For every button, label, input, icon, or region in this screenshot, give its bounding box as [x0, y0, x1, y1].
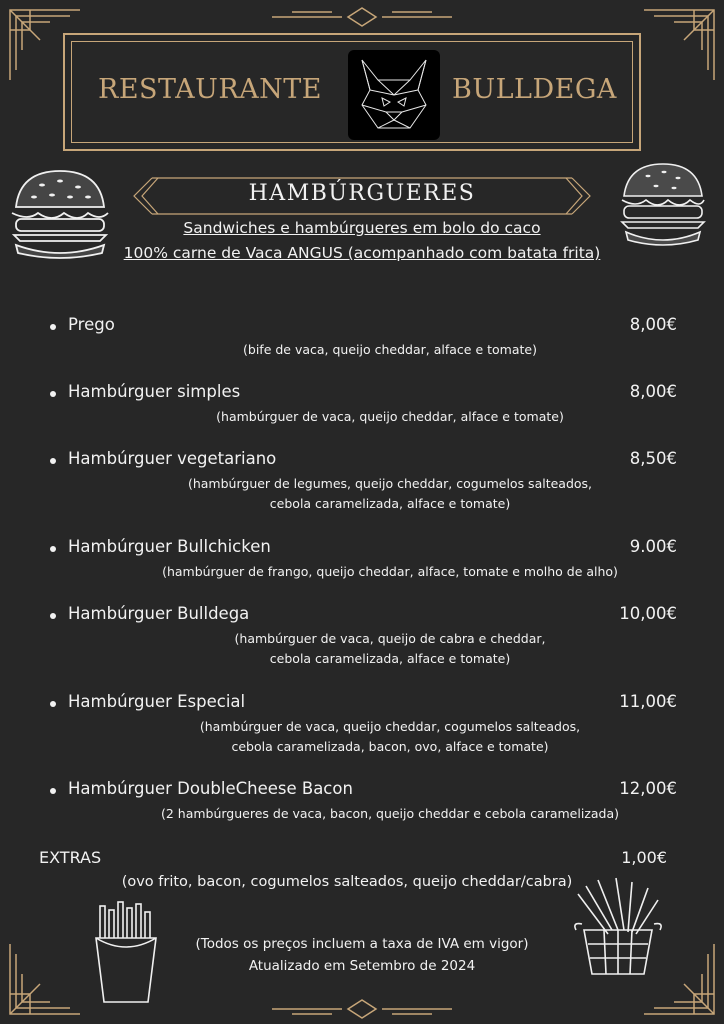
- menu-item-name: Hambúrguer Especial: [68, 692, 246, 711]
- fries-basket-illustration-right-icon: [568, 874, 668, 982]
- menu-item-description: (hambúrguer de legumes, queijo cheddar, cogumelos salteados,: [187, 476, 593, 491]
- menu-item-price: 9.00€: [629, 537, 677, 556]
- menu-item-price: 8,00€: [629, 382, 677, 401]
- extras-price: 1,00€: [621, 848, 667, 867]
- menu-item-name: Hambúrguer Bulldega: [68, 604, 250, 623]
- top-center-ornament-icon: [272, 6, 452, 28]
- menu-item-name: Hambúrguer vegetariano: [68, 449, 277, 468]
- menu-item-description: (hambúrguer de vaca, queijo cheddar, alface e tomate): [216, 409, 564, 424]
- bullet-icon: [50, 701, 56, 707]
- burger-illustration-right-icon: [618, 160, 708, 250]
- extras-description: (ovo frito, bacon, cogumelos salteados, queijo cheddar/cabra): [121, 874, 573, 890]
- menu-item-description: (hambúrguer de frango, queijo cheddar, alface, tomate e molho de alho): [162, 564, 618, 579]
- menu-item-name: Hambúrguer DoubleCheese Bacon: [68, 779, 353, 798]
- burger-illustration-left-icon: [8, 165, 112, 263]
- brand-name-left: RESTAURANTE: [98, 74, 322, 105]
- bulldog-logo-icon: [348, 50, 440, 140]
- extras-label: EXTRAS: [39, 848, 102, 867]
- section-subtitle-1: Sandwiches e hambúrgueres em bolo do caco: [183, 219, 541, 237]
- bullet-icon: [50, 546, 56, 552]
- brand-name-right: BULLDEGA: [452, 74, 617, 105]
- menu-item-description: (hambúrguer de vaca, queijo cheddar, cogumelos salteados,: [199, 719, 581, 734]
- menu-item-name: Hambúrguer Bullchicken: [68, 537, 271, 556]
- menu-item-description-line-2: cebola caramelizada, bacon, ovo, alface e tomate): [231, 739, 549, 754]
- section-subtitle-2: 100% carne de Vaca ANGUS (acompanhado com batata frita): [123, 244, 601, 262]
- menu-item-price: 10,00€: [619, 604, 677, 623]
- menu-item-name: Hambúrguer simples: [68, 382, 241, 401]
- corner-ornament-top-right-icon: [634, 0, 724, 90]
- menu-item-price: 8,00€: [629, 315, 677, 334]
- menu-item-price: 8,50€: [629, 449, 677, 468]
- bullet-icon: [50, 788, 56, 794]
- fries-illustration-left-icon: [90, 900, 162, 1006]
- menu-item-description: (2 hambúrgueres de vaca, bacon, queijo cheddar e cebola caramelizada): [160, 806, 620, 821]
- bullet-icon: [50, 324, 56, 330]
- footer-vat-note: (Todos os preços incluem a taxa de IVA em vigor): [195, 936, 529, 952]
- menu-item-description-line-2: cebola caramelizada, alface e tomate): [269, 496, 511, 511]
- bullet-icon: [50, 458, 56, 464]
- menu-item-price: 11,00€: [619, 692, 677, 711]
- menu-item-name: Prego: [68, 315, 115, 334]
- menu-item-price: 12,00€: [619, 779, 677, 798]
- menu-item-description: (hambúrguer de vaca, queijo de cabra e cheddar,: [234, 631, 546, 646]
- bottom-center-ornament-icon: [272, 998, 452, 1020]
- section-title: HAMBÚRGUERES: [248, 181, 476, 206]
- bullet-icon: [50, 391, 56, 397]
- menu-item-description: (bife de vaca, queijo cheddar, alface e tomate): [243, 342, 537, 357]
- bullet-icon: [50, 613, 56, 619]
- menu-item-description-line-2: cebola caramelizada, alface e tomate): [269, 651, 511, 666]
- footer-updated-note: Atualizado em Setembro de 2024: [248, 958, 476, 974]
